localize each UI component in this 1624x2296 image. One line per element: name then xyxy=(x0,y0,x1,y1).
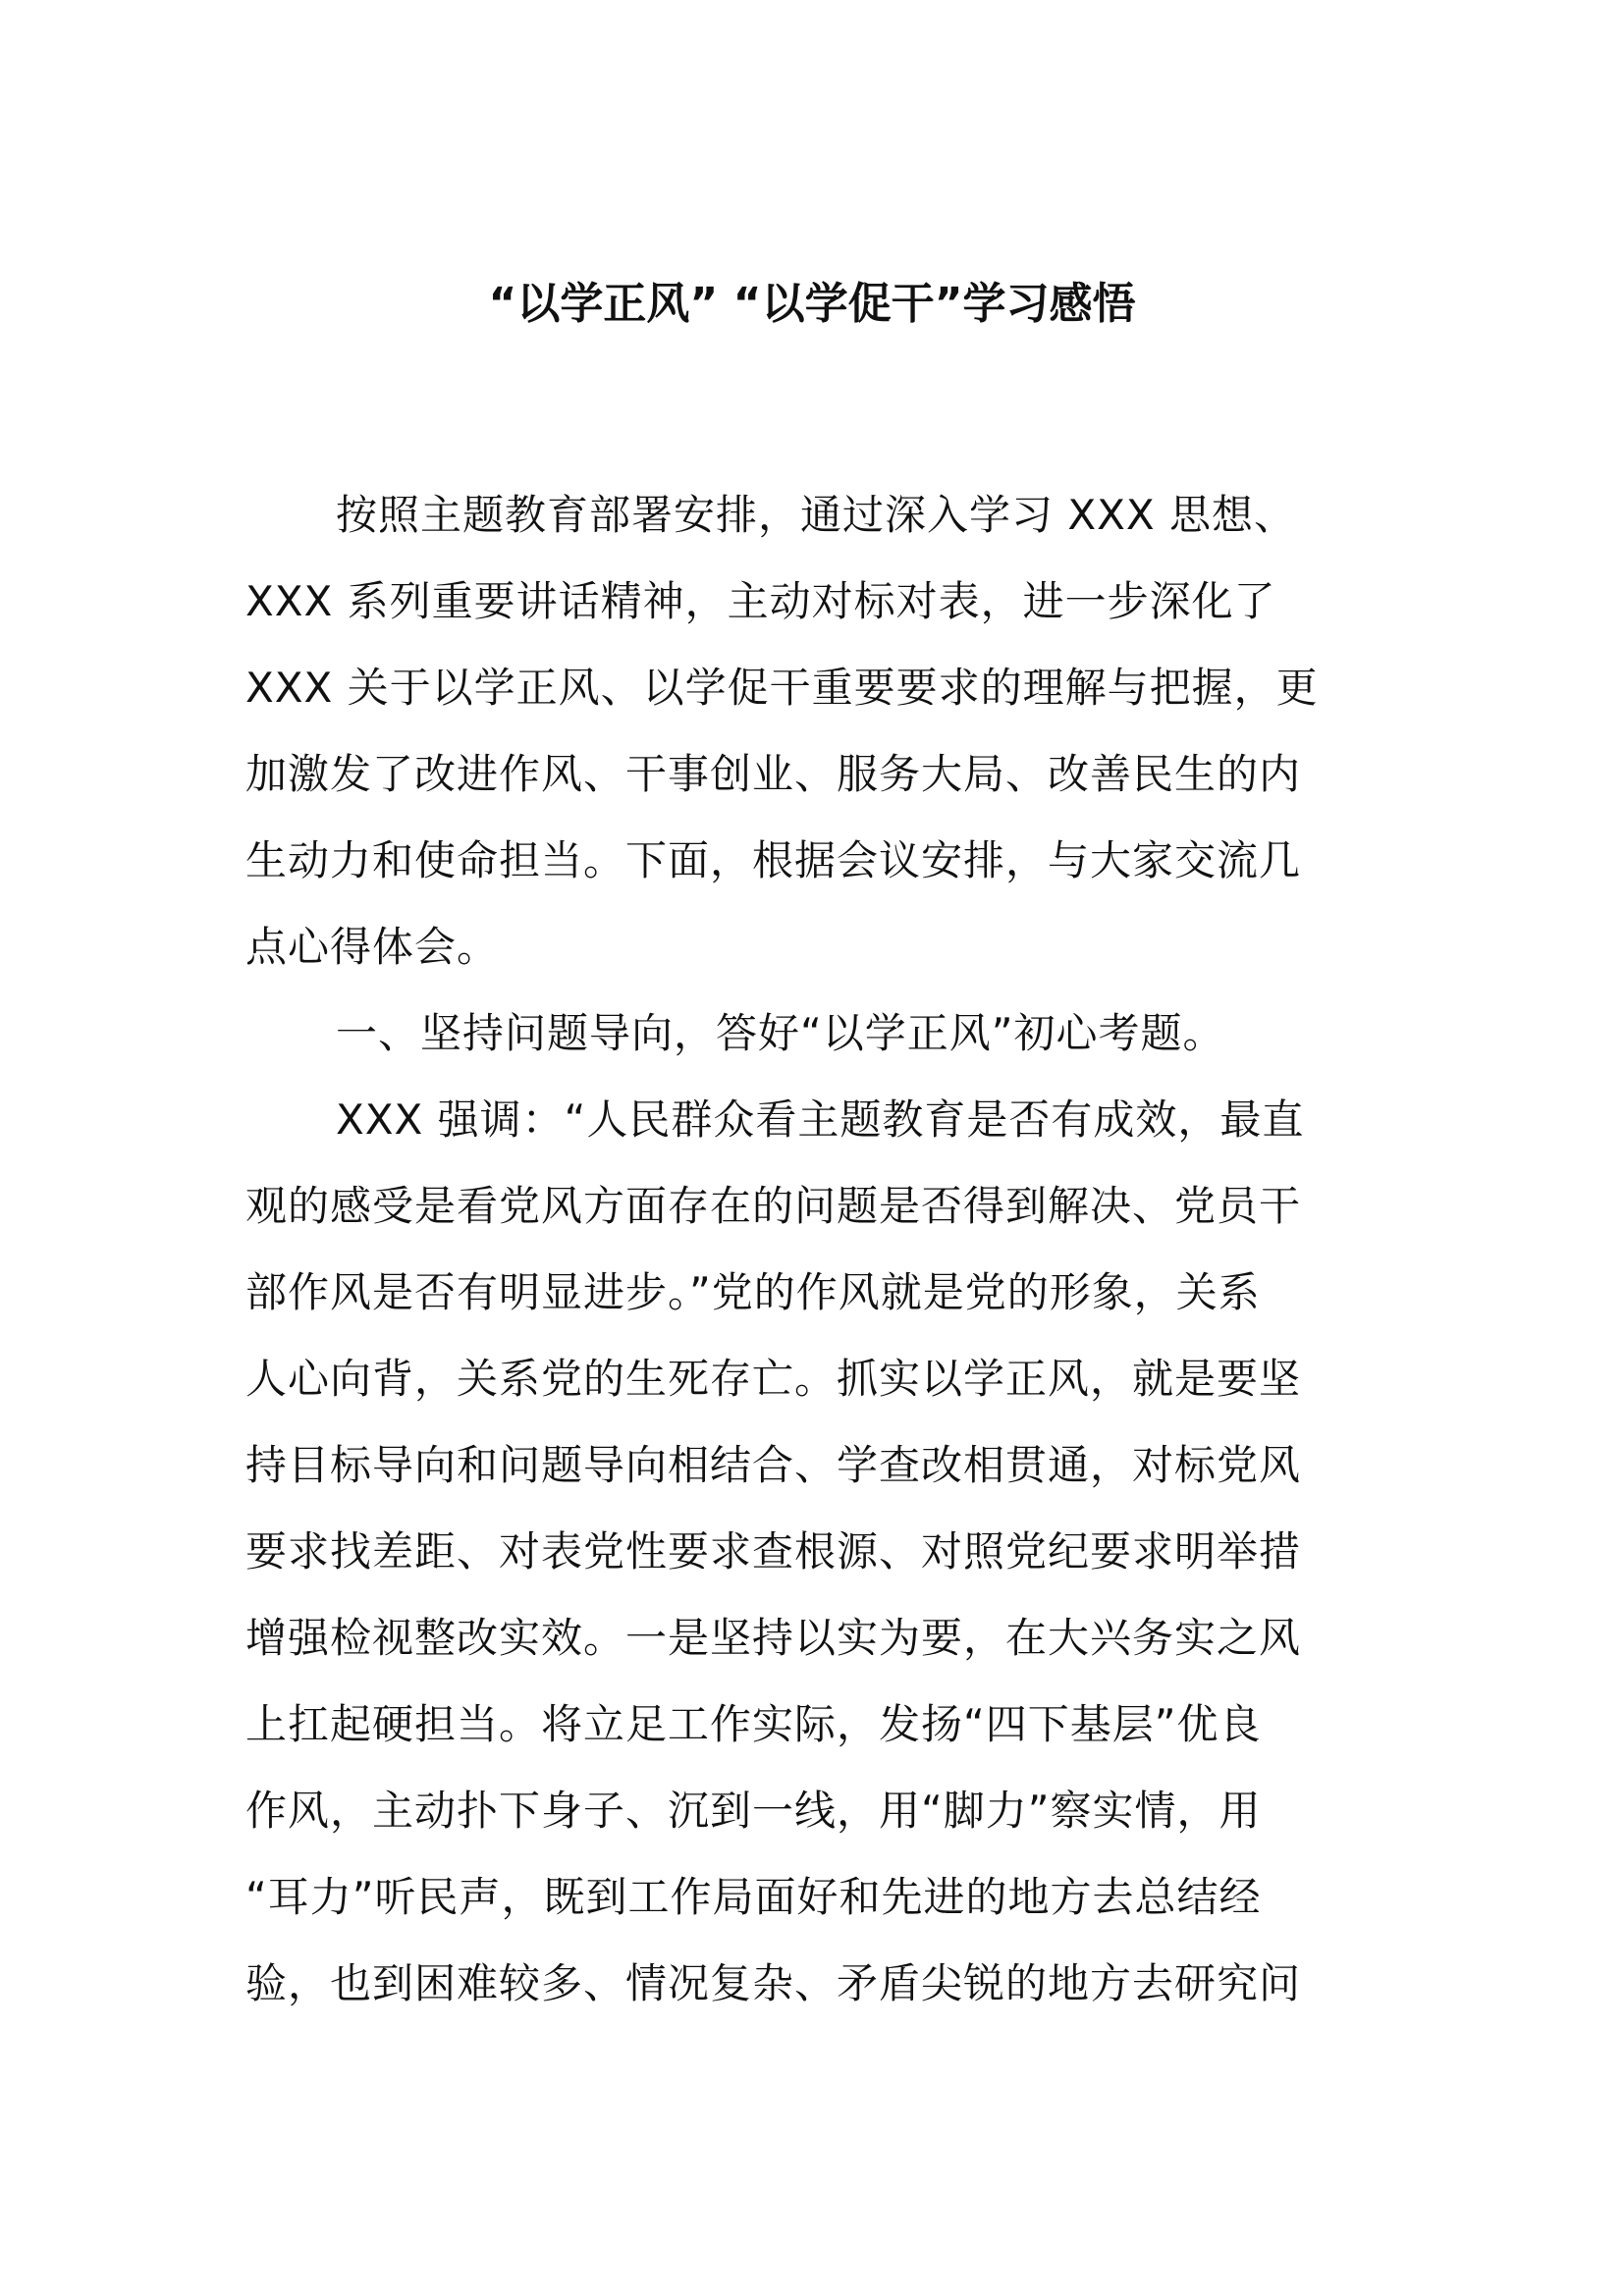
paragraph-line: XXX 强调：“人民群众看主题教育是否有成效，最直 xyxy=(336,1095,1305,1144)
paragraph-line: 观的感受是看党风方面存在的问题是否得到解决、党员干 xyxy=(245,1182,1302,1230)
paragraph-line: 按照主题教育部署安排，通过深入学习 XXX 思想、 xyxy=(336,491,1297,539)
paragraph-line: 作风，主动扑下身子、沉到一线，用“脚力”察实情，用 xyxy=(245,1787,1262,1835)
section-heading: 一、坚持问题导向，答好“以学正风”初心考题。 xyxy=(336,1009,1225,1057)
paragraph-line: 增强检视整改实效。一是坚持以实为要，在大兴务实之风 xyxy=(245,1614,1302,1662)
paragraph-line: “耳力”听民声，既到工作局面好和先进的地方去总结经 xyxy=(245,1873,1262,1921)
paragraph-line: 上扛起硬担当。将立足工作实际，发扬“四下基层”优良 xyxy=(245,1700,1262,1748)
paragraph-line: 要求找差距、对表党性要求查根源、对照党纪要求明举措 xyxy=(245,1527,1302,1575)
paragraph-line: 加激发了改进作风、干事创业、服务大局、改善民生的内 xyxy=(245,750,1302,798)
paragraph-line: XXX 系列重要讲话精神，主动对标对表，进一步深化了 xyxy=(245,577,1276,625)
paragraph-line: 持目标导向和问题导向相结合、学查改相贯通，对标党风 xyxy=(245,1441,1302,1489)
paragraph-line: 生动力和使命担当。下面，根据会议安排，与大家交流几 xyxy=(245,836,1302,884)
paragraph-line: 点心得体会。 xyxy=(245,923,500,971)
paragraph-line: 验，也到困难较多、情况复杂、矛盾尖锐的地方去研究问 xyxy=(245,1959,1302,2007)
paragraph-line: 人心向背，关系党的生死存亡。抓实以学正风，就是要坚 xyxy=(245,1355,1302,1403)
paragraph-line: XXX 关于以学正风、以学促干重要要求的理解与把握，更 xyxy=(245,664,1319,712)
paragraph-line: 部作风是否有明显进步。”党的作风就是党的形象，关系 xyxy=(245,1268,1261,1316)
document-title: “以学正风” “以学促干”学习感悟 xyxy=(488,279,1136,329)
